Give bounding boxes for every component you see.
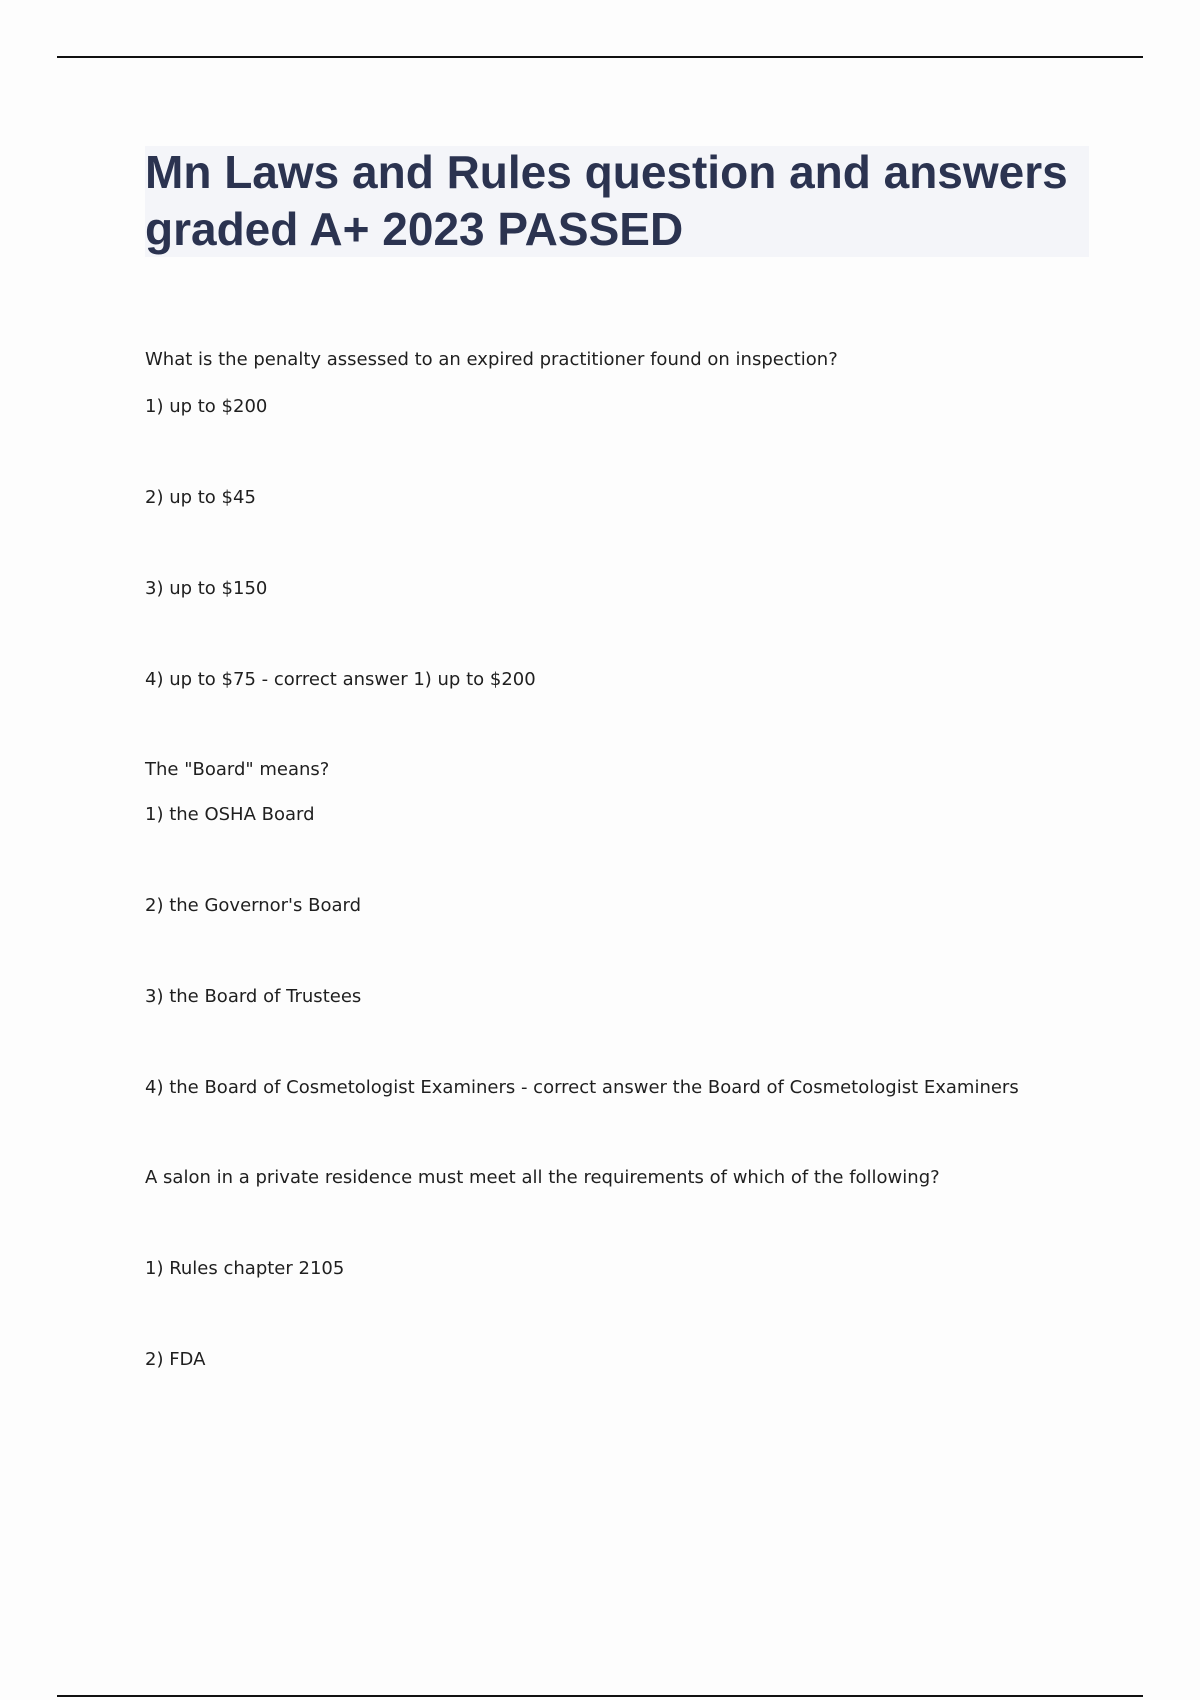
question-2-option-2: 2) the Governor's Board: [145, 895, 361, 916]
question-1-option-2: 2) up to $45: [145, 487, 256, 508]
top-divider: [57, 56, 1143, 58]
question-3-option-1: 1) Rules chapter 2105: [145, 1258, 345, 1279]
question-1-option-1: 1) up to $200: [145, 396, 268, 417]
question-1-option-4-answer: 4) up to $75 - correct answer 1) up to $200: [145, 669, 536, 690]
document-title: Mn Laws and Rules question and answers graded A+ 2023 PASSED: [145, 146, 1068, 255]
question-1-text: What is the penalty assessed to an expired practitioner found on inspection?: [145, 349, 838, 370]
question-2-option-1: 1) the OSHA Board: [145, 804, 315, 825]
question-3-option-2: 2) FDA: [145, 1349, 206, 1370]
question-2-option-4-answer: 4) the Board of Cosmetologist Examiners - correct answer the Board of Cosmetologist Examiners: [145, 1077, 1019, 1098]
question-3-text: A salon in a private residence must meet all the requirements of which of the following?: [145, 1167, 940, 1188]
bottom-divider: [57, 1695, 1143, 1697]
question-2-text: The "Board" means?: [145, 759, 330, 780]
question-1-option-3: 3) up to $150: [145, 578, 268, 599]
question-2-option-3: 3) the Board of Trustees: [145, 986, 362, 1007]
